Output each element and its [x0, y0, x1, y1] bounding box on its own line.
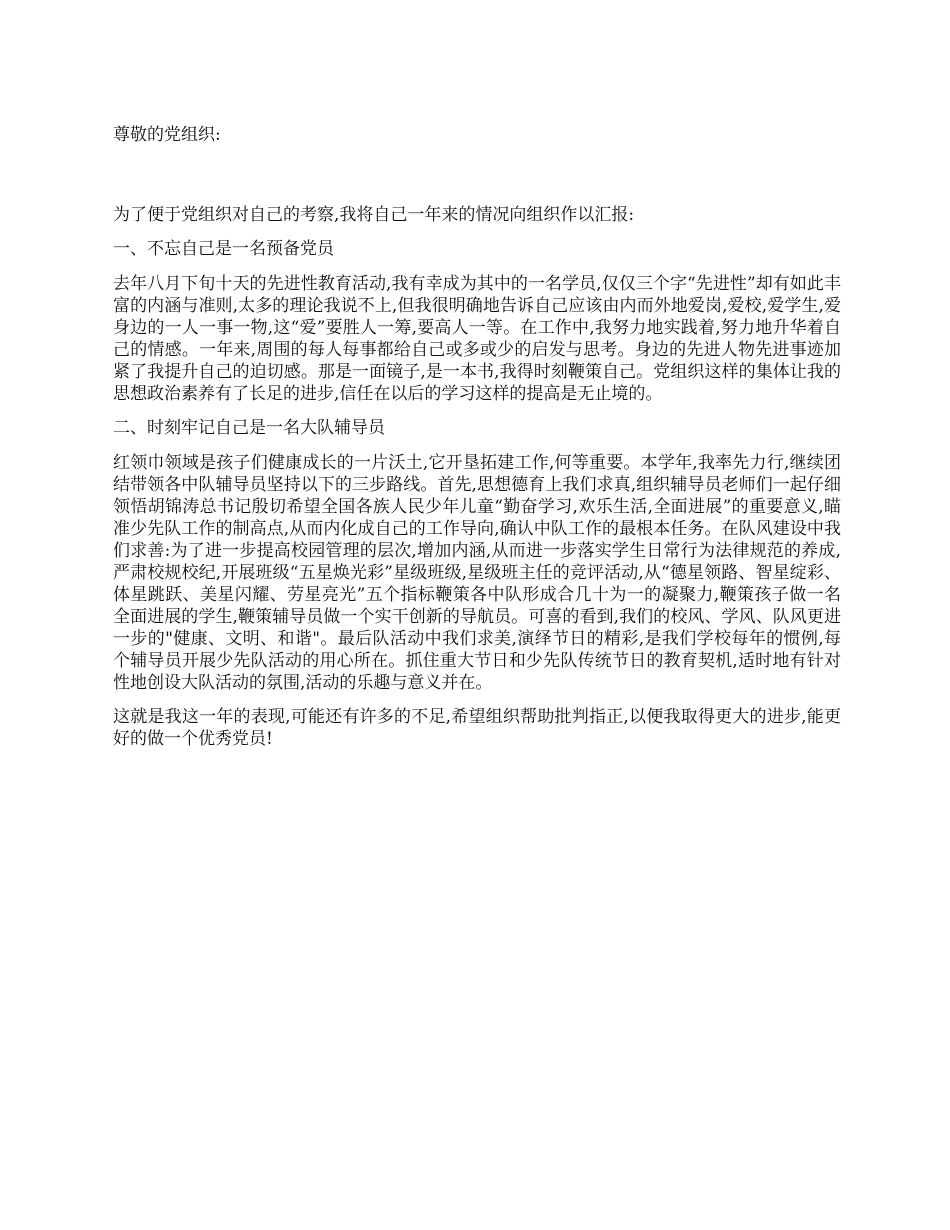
- document-page: [113, 124, 841, 762]
- section-2-body: 红领巾领域是孩子们健康成长的一片沃土,它开垦拓建工作,何等重要。本学年,我率先力行,继续团结带领各中队辅导员坚持以下的三步路线。首先,思想德育上我们求真,组织辅导员老师们一起仔细领悟胡锦涛总书记殷切希望全国各族人民少年儿童“勤奋学习,欢乐生活,全面进展”的重要意义,瞄准少先队工作的制高点,从而内化成自己的工作导向,确认中队工作的最根本任务。在队风建设中我们求善:为了进一步提高校园管理的层次,增加内涵,从而进一步落实学生日常行为法律规范的养成,严肃校规校纪,开展班级“五星焕光彩”星级班级,星级班主任的竞评活动,从“德星领路、智星绽彩、体星跳跃、美星闪耀、劳星亮光”五个指标鞭策各中队形成合几十为一的凝聚力,鞭策孩子做一名全面进展的学生,鞭策辅导员做一个实干创新的导航员。可喜的看到,我们的校风、学风、队风更进一步的"健康、文明、和谐"。最后队活动中我们求美,演绎节日的精彩,是我们学校每年的惯例,每个辅导员开展少先队活动的用心所在。抓住重大节日和少先队传统节日的教育契机,适时地有针对性地创设大队活动的氛围,活动的乐趣与意义并在。: [113, 453, 841, 693]
- section-1-body: 去年八月下旬十天的先进性教育活动,我有幸成为其中的一名学员,仅仅三个字“先进性”却有如此丰富的内涵与准则,太多的理论我说不上,但我很明确地告诉自己应该由内而外地爱岗,爱校,爱学生,爱身边的一人一事一物,这“爱”要胜人一筹,要高人一等。在工作中,我努力地实践着,努力地升华着自己的情感。一年来,周围的每人每事都给自己或多或少的启发与思考。身边的先进人物先进事迹加紧了我提升自己的迫切感。那是一面镜子,是一本书,我得时刻鞭策自己。党组织这样的集体让我的思想政治素养有了长足的进步,信任在以后的学习这样的提高是无止境的。: [113, 274, 841, 404]
- section-2-heading: 二、时刻牢记自己是一名大队辅导员: [113, 418, 385, 438]
- closing-paragraph: 这就是我这一年的表现,可能还有许多的不足,希望组织帮助批判指正,以便我取得更大的进步,能更好的做一个优秀党员!: [113, 707, 841, 749]
- section-1-heading: 一、不忘自己是一名预备党员: [113, 239, 334, 259]
- salutation: 尊敬的党组织:: [113, 125, 221, 145]
- intro-paragraph: 为了便于党组织对自己的考察,我将自己一年来的情况向组织作以汇报:: [113, 205, 635, 225]
